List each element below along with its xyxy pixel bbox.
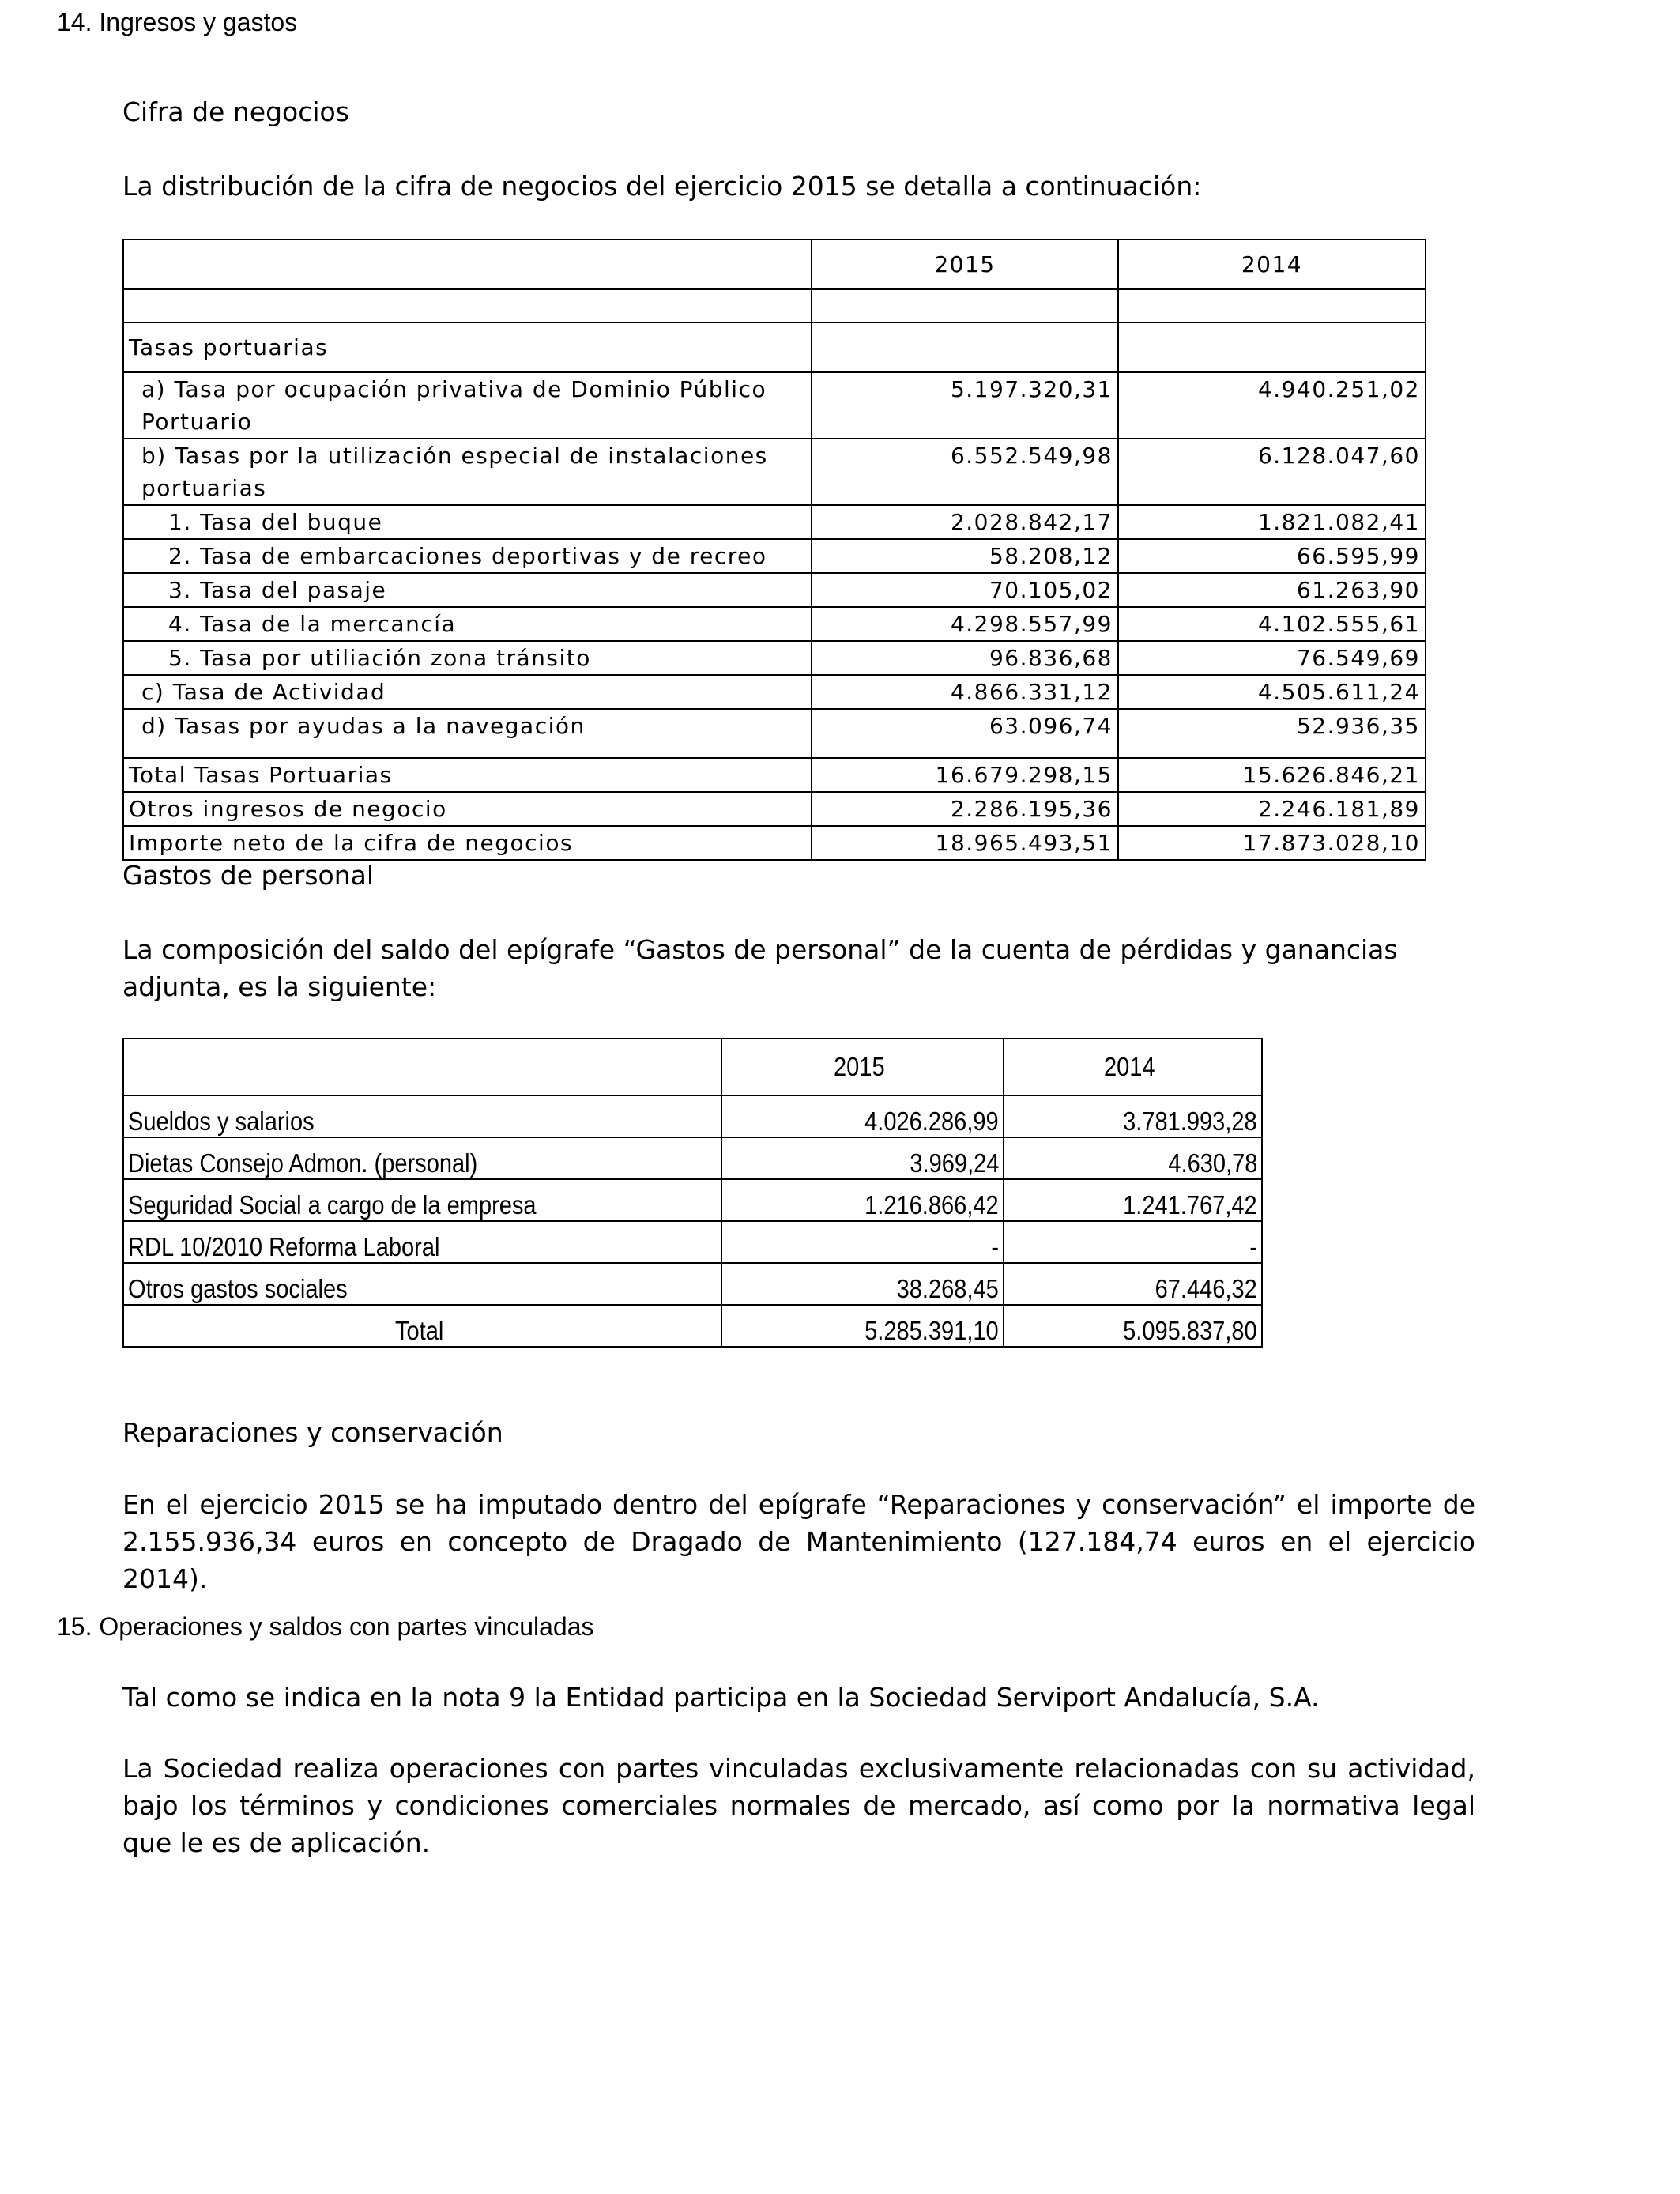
table-row-total bbox=[123, 1305, 1262, 1347]
value-2014: 4.630,78 bbox=[1004, 1137, 1262, 1179]
row-label: 1. Tasa del buque bbox=[123, 505, 812, 539]
table-row-total bbox=[123, 792, 1426, 826]
value-2014: 66.595,99 bbox=[1118, 539, 1426, 573]
value-2014: 6.128.047,60 bbox=[1118, 439, 1426, 505]
table-row bbox=[123, 439, 1426, 505]
value-2015: 38.268,45 bbox=[721, 1263, 1004, 1305]
cifra-intro-text: La distribución de la cifra de negocios del ejercicio 2015 se detalla a continuación: bbox=[122, 171, 1202, 202]
table-spacer-cell bbox=[1118, 289, 1426, 322]
value-2014: - bbox=[1004, 1221, 1262, 1263]
table-header-blank bbox=[123, 239, 812, 289]
total-label: Total bbox=[123, 1305, 721, 1347]
value-2014: 2.246.181,89 bbox=[1118, 792, 1426, 826]
gastos-de-personal-table bbox=[122, 1038, 1263, 1348]
table-row bbox=[123, 1221, 1262, 1263]
table-row bbox=[123, 573, 1426, 607]
personal-intro-text: La composición del saldo del epígrafe “Gastos de personal” de la cuenta de pérdidas y ganancias adjunta, es la siguiente: bbox=[122, 934, 1398, 1002]
value-2014: 1.821.082,41 bbox=[1118, 505, 1426, 539]
row-label: a) Tasa por ocupación privativa de Dominio Público Portuario bbox=[123, 372, 812, 439]
table-row bbox=[123, 675, 1426, 709]
total-value-2014: 5.095.837,80 bbox=[1004, 1305, 1262, 1347]
value-2014: 3.781.993,28 bbox=[1004, 1095, 1262, 1137]
table-empty-cell bbox=[812, 322, 1118, 372]
value-2015: - bbox=[721, 1221, 1004, 1263]
value-2015: 58.208,12 bbox=[812, 539, 1118, 573]
table-spacer-cell bbox=[123, 289, 812, 322]
value-2015: 4.298.557,99 bbox=[812, 607, 1118, 641]
total-value-2015: 5.285.391,10 bbox=[721, 1305, 1004, 1347]
table-header-blank bbox=[123, 1039, 721, 1095]
row-label: Dietas Consejo Admon. (personal) bbox=[123, 1137, 721, 1179]
value-2015: 18.965.493,51 bbox=[812, 826, 1118, 860]
value-2015: 3.969,24 bbox=[721, 1137, 1004, 1179]
table-row-total bbox=[123, 758, 1426, 792]
row-label: Importe neto de la cifra de negocios bbox=[123, 826, 812, 860]
row-label: 5. Tasa por utiliación zona tránsito bbox=[123, 641, 812, 675]
table-row-total bbox=[123, 826, 1426, 860]
value-2015: 70.105,02 bbox=[812, 573, 1118, 607]
table-row bbox=[123, 1263, 1262, 1305]
reparaciones-text: En el ejercicio 2015 se ha imputado dentro del epígrafe “Reparaciones y conservación” el importe de 2.155.936,34 euros en concepto de Dragado de Mantenimiento (127.184,74 euros en el ejercicio 2014). bbox=[122, 1489, 1475, 1594]
column-header-2015: 2015 bbox=[721, 1039, 1004, 1095]
table-spacer-cell bbox=[812, 289, 1118, 322]
value-2015: 1.216.866,42 bbox=[721, 1179, 1004, 1221]
value-2014: 15.626.846,21 bbox=[1118, 758, 1426, 792]
section15-paragraph-1: Tal como se indica en la nota 9 la Entidad participa en la Sociedad Serviport Andalucía, S.A. bbox=[122, 1682, 1320, 1713]
row-label: b) Tasas por la utilización especial de instalaciones portuarias bbox=[123, 439, 812, 505]
table-row bbox=[123, 1179, 1262, 1221]
row-label: Sueldos y salarios bbox=[123, 1095, 721, 1137]
column-header-2014: 2014 bbox=[1004, 1039, 1262, 1095]
value-2014: 67.446,32 bbox=[1004, 1263, 1262, 1305]
value-2015: 63.096,74 bbox=[812, 709, 1118, 758]
value-2015: 96.836,68 bbox=[812, 641, 1118, 675]
value-2014: 17.873.028,10 bbox=[1118, 826, 1426, 860]
value-2015: 4.026.286,99 bbox=[721, 1095, 1004, 1137]
section15-paragraph-2: La Sociedad realiza operaciones con partes vinculadas exclusivamente relacionadas con su actividad, bajo los términos y condiciones comerciales normales de mercado, así como por la normativa legal que le es de aplicación. bbox=[122, 1753, 1475, 1858]
table-row bbox=[123, 1095, 1262, 1137]
row-label: Otros gastos sociales bbox=[123, 1263, 721, 1305]
cifra-de-negocios-table bbox=[122, 239, 1426, 861]
value-2014: 1.241.767,42 bbox=[1004, 1179, 1262, 1221]
table-row bbox=[123, 372, 1426, 439]
row-label: Total Tasas Portuarias bbox=[123, 758, 812, 792]
group-label: Tasas portuarias bbox=[123, 322, 812, 372]
row-label: Otros ingresos de negocio bbox=[123, 792, 812, 826]
value-2014: 76.549,69 bbox=[1118, 641, 1426, 675]
column-header-2015: 2015 bbox=[812, 239, 1118, 289]
table-row bbox=[123, 539, 1426, 573]
value-2015: 4.866.331,12 bbox=[812, 675, 1118, 709]
row-label: 4. Tasa de la mercancía bbox=[123, 607, 812, 641]
section-heading-14: 14. Ingresos y gastos bbox=[57, 8, 298, 36]
table-row bbox=[123, 709, 1426, 758]
subheading-cifra-de-negocios: Cifra de negocios bbox=[122, 96, 349, 127]
value-2015: 2.286.195,36 bbox=[812, 792, 1118, 826]
value-2015: 16.679.298,15 bbox=[812, 758, 1118, 792]
value-2014: 61.263,90 bbox=[1118, 573, 1426, 607]
section-heading-15: 15. Operaciones y saldos con partes vinculadas bbox=[57, 1612, 594, 1641]
table-row bbox=[123, 1137, 1262, 1179]
value-2015: 2.028.842,17 bbox=[812, 505, 1118, 539]
value-2014: 4.102.555,61 bbox=[1118, 607, 1426, 641]
table-row bbox=[123, 607, 1426, 641]
value-2015: 6.552.549,98 bbox=[812, 439, 1118, 505]
table-row bbox=[123, 641, 1426, 675]
row-label: 2. Tasa de embarcaciones deportivas y de recreo bbox=[123, 539, 812, 573]
row-label: 3. Tasa del pasaje bbox=[123, 573, 812, 607]
value-2015: 5.197.320,31 bbox=[812, 372, 1118, 439]
row-label: RDL 10/2010 Reforma Laboral bbox=[123, 1221, 721, 1263]
value-2014: 52.936,35 bbox=[1118, 709, 1426, 758]
value-2014: 4.505.611,24 bbox=[1118, 675, 1426, 709]
row-label: Seguridad Social a cargo de la empresa bbox=[123, 1179, 721, 1221]
value-2014: 4.940.251,02 bbox=[1118, 372, 1426, 439]
table-empty-cell bbox=[1118, 322, 1426, 372]
row-label: c) Tasa de Actividad bbox=[123, 675, 812, 709]
table-row bbox=[123, 505, 1426, 539]
column-header-2014: 2014 bbox=[1118, 239, 1426, 289]
subheading-gastos-de-personal: Gastos de personal bbox=[122, 860, 375, 891]
subheading-reparaciones: Reparaciones y conservación bbox=[122, 1417, 503, 1448]
row-label: d) Tasas por ayudas a la navegación bbox=[123, 709, 812, 758]
